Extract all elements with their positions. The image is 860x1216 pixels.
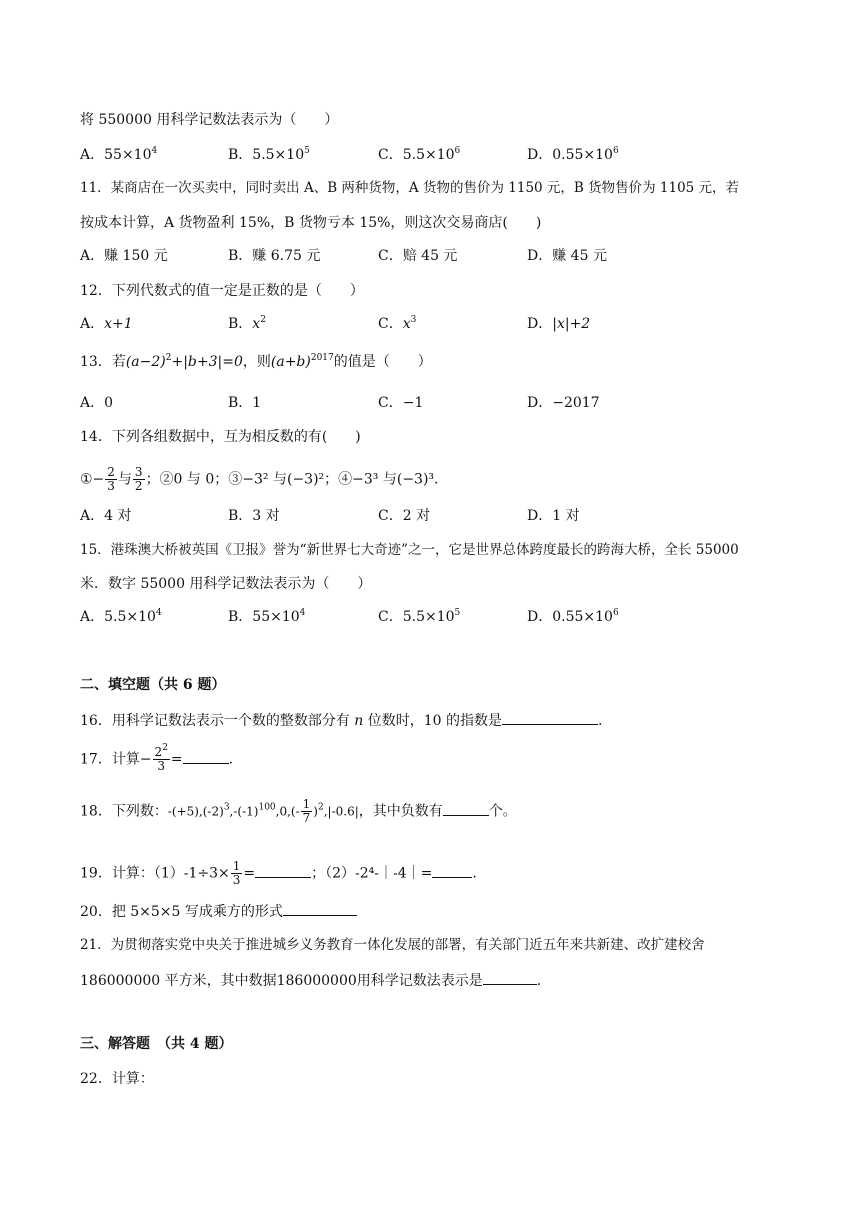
- q11-option-c: C．赔 45 元: [378, 248, 458, 264]
- question-12-stem: 12．下列代数式的值一定是正数的是（ ）: [80, 283, 364, 299]
- q13-option-b: B．1: [228, 395, 262, 411]
- question-22: 22．计算：: [80, 1071, 154, 1087]
- fraction-2-3: $\frac{2}{3}$: [107, 465, 115, 493]
- q10-option-a: A．$55\times 10^4$: [80, 146, 158, 163]
- question-18: 18．下列数：$-(+5),(-2)^3,-(-1)^{100},0,(-$ $\frac{1}{7}$ )$^2$,|-0.6|，其中负数有 个。: [80, 797, 517, 825]
- q14-option-c: C．2 对: [378, 508, 431, 524]
- q14-option-b: B．3 对: [228, 508, 280, 524]
- fraction-1-3: $\frac{1}{3}$: [232, 859, 241, 887]
- q11-option-a: A．赚 150 元: [80, 248, 168, 264]
- fraction-3-2: $\frac{3}{2}$: [134, 465, 143, 493]
- q15-option-b: B．$55\times 10^4$: [228, 608, 306, 625]
- answer-blank[interactable]: [443, 801, 489, 816]
- answer-blank[interactable]: [483, 970, 537, 985]
- fraction-1-7: $\frac{1}{7}$: [302, 797, 311, 825]
- question-11-line1: 11．某商店在一次买卖中，同时卖出 A、B 两种货物，A 货物的售价为 1150 元，B 货物售价为 1105 元，若: [80, 180, 740, 196]
- q15-option-a: A．$5.5\times 10^4$: [80, 608, 162, 625]
- answer-blank[interactable]: [432, 863, 472, 878]
- q13-option-c: C．−1: [378, 395, 424, 411]
- fraction-2sq-3: $\frac{2^2}{3}$: [154, 743, 168, 773]
- question-21-line2: 186000000 平方米，其中数据186000000用科学记数法表示是 .: [80, 970, 541, 991]
- section-3-title: 三、解答题 （共 4 题）: [80, 1036, 233, 1052]
- q12-option-b: B．$x^2$: [228, 315, 266, 332]
- q11-option-b: B．赚 6.75 元: [228, 248, 321, 264]
- question-11-line2: 按成本计算，A 货物盈利 15%，B 货物亏本 15%，则这次交易商店( ): [80, 215, 542, 231]
- question-16: 16．用科学记数法表示一个数的整数部分有 n 位数时，10 的指数是 .: [80, 710, 602, 731]
- q12-option-a: A．x+1: [80, 316, 133, 332]
- question-21-line1: 21．为贯彻落实党中央关于推进城乡义务教育一体化发展的部署，有关部门近五年来共新建、改扩建校舍: [80, 937, 705, 953]
- answer-blank[interactable]: [183, 749, 229, 764]
- q10-option-d: D．$0.55\times 10^6$: [527, 146, 619, 163]
- section-2-title: 二、填空题（共 6 题）: [80, 677, 226, 693]
- question-17: 17．计算− $\frac{2^2}{3}$ = .: [80, 743, 234, 773]
- q14-option-a: A．4 对: [80, 508, 132, 524]
- question-10-stem: 将 550000 用科学记数法表示为（ ）: [80, 112, 339, 128]
- q12-option-c: C．$x^3$: [378, 315, 417, 332]
- question-20: 20．把 5×5×5 写成乘方的形式: [80, 901, 357, 922]
- question-14-stem: 14．下列各组数据中，互为相反数的有( ): [80, 429, 361, 445]
- q13-option-a: A．0: [80, 395, 114, 411]
- question-19: 19．计算：（1）-1÷3× $\frac{1}{3}$ = ；（2）-2⁴-｜-4｜= .: [80, 859, 477, 887]
- q10-option-b: B．$5.5\times 10^5$: [228, 146, 310, 163]
- question-13-stem: 13．若$(a-2)^2+|b+3|=0$，则$(a+b)^{2017}$的值是（ ）: [80, 353, 432, 370]
- answer-blank[interactable]: [283, 901, 357, 916]
- q11-option-d: D．赚 45 元: [527, 248, 607, 264]
- question-14-items: ①− $\frac{2}{3}$ 与 $\frac{3}{2}$ ；②0 与 0；③−3² 与(−3)²；④−3³ 与(−3)³.: [80, 465, 439, 493]
- question-15-line2: 米．数字 55000 用科学记数法表示为（ ）: [80, 576, 372, 592]
- answer-blank[interactable]: [255, 863, 311, 878]
- q13-option-d: D．−2017: [527, 395, 600, 411]
- q12-option-d: D．|x|+2: [527, 316, 591, 332]
- question-15-line1: 15．港珠澳大桥被英国《卫报》誉为“新世界七大奇迹”之一，它是世界总体跨度最长的跨海大桥，全长 55000: [80, 542, 739, 558]
- q10-option-c: C．$5.5\times 10^6$: [378, 146, 461, 163]
- q15-option-d: D．$0.55\times 10^6$: [527, 608, 619, 625]
- answer-blank[interactable]: [502, 710, 598, 725]
- q15-option-c: C．$5.5\times 10^5$: [378, 608, 461, 625]
- q14-option-d: D．1 对: [527, 508, 580, 524]
